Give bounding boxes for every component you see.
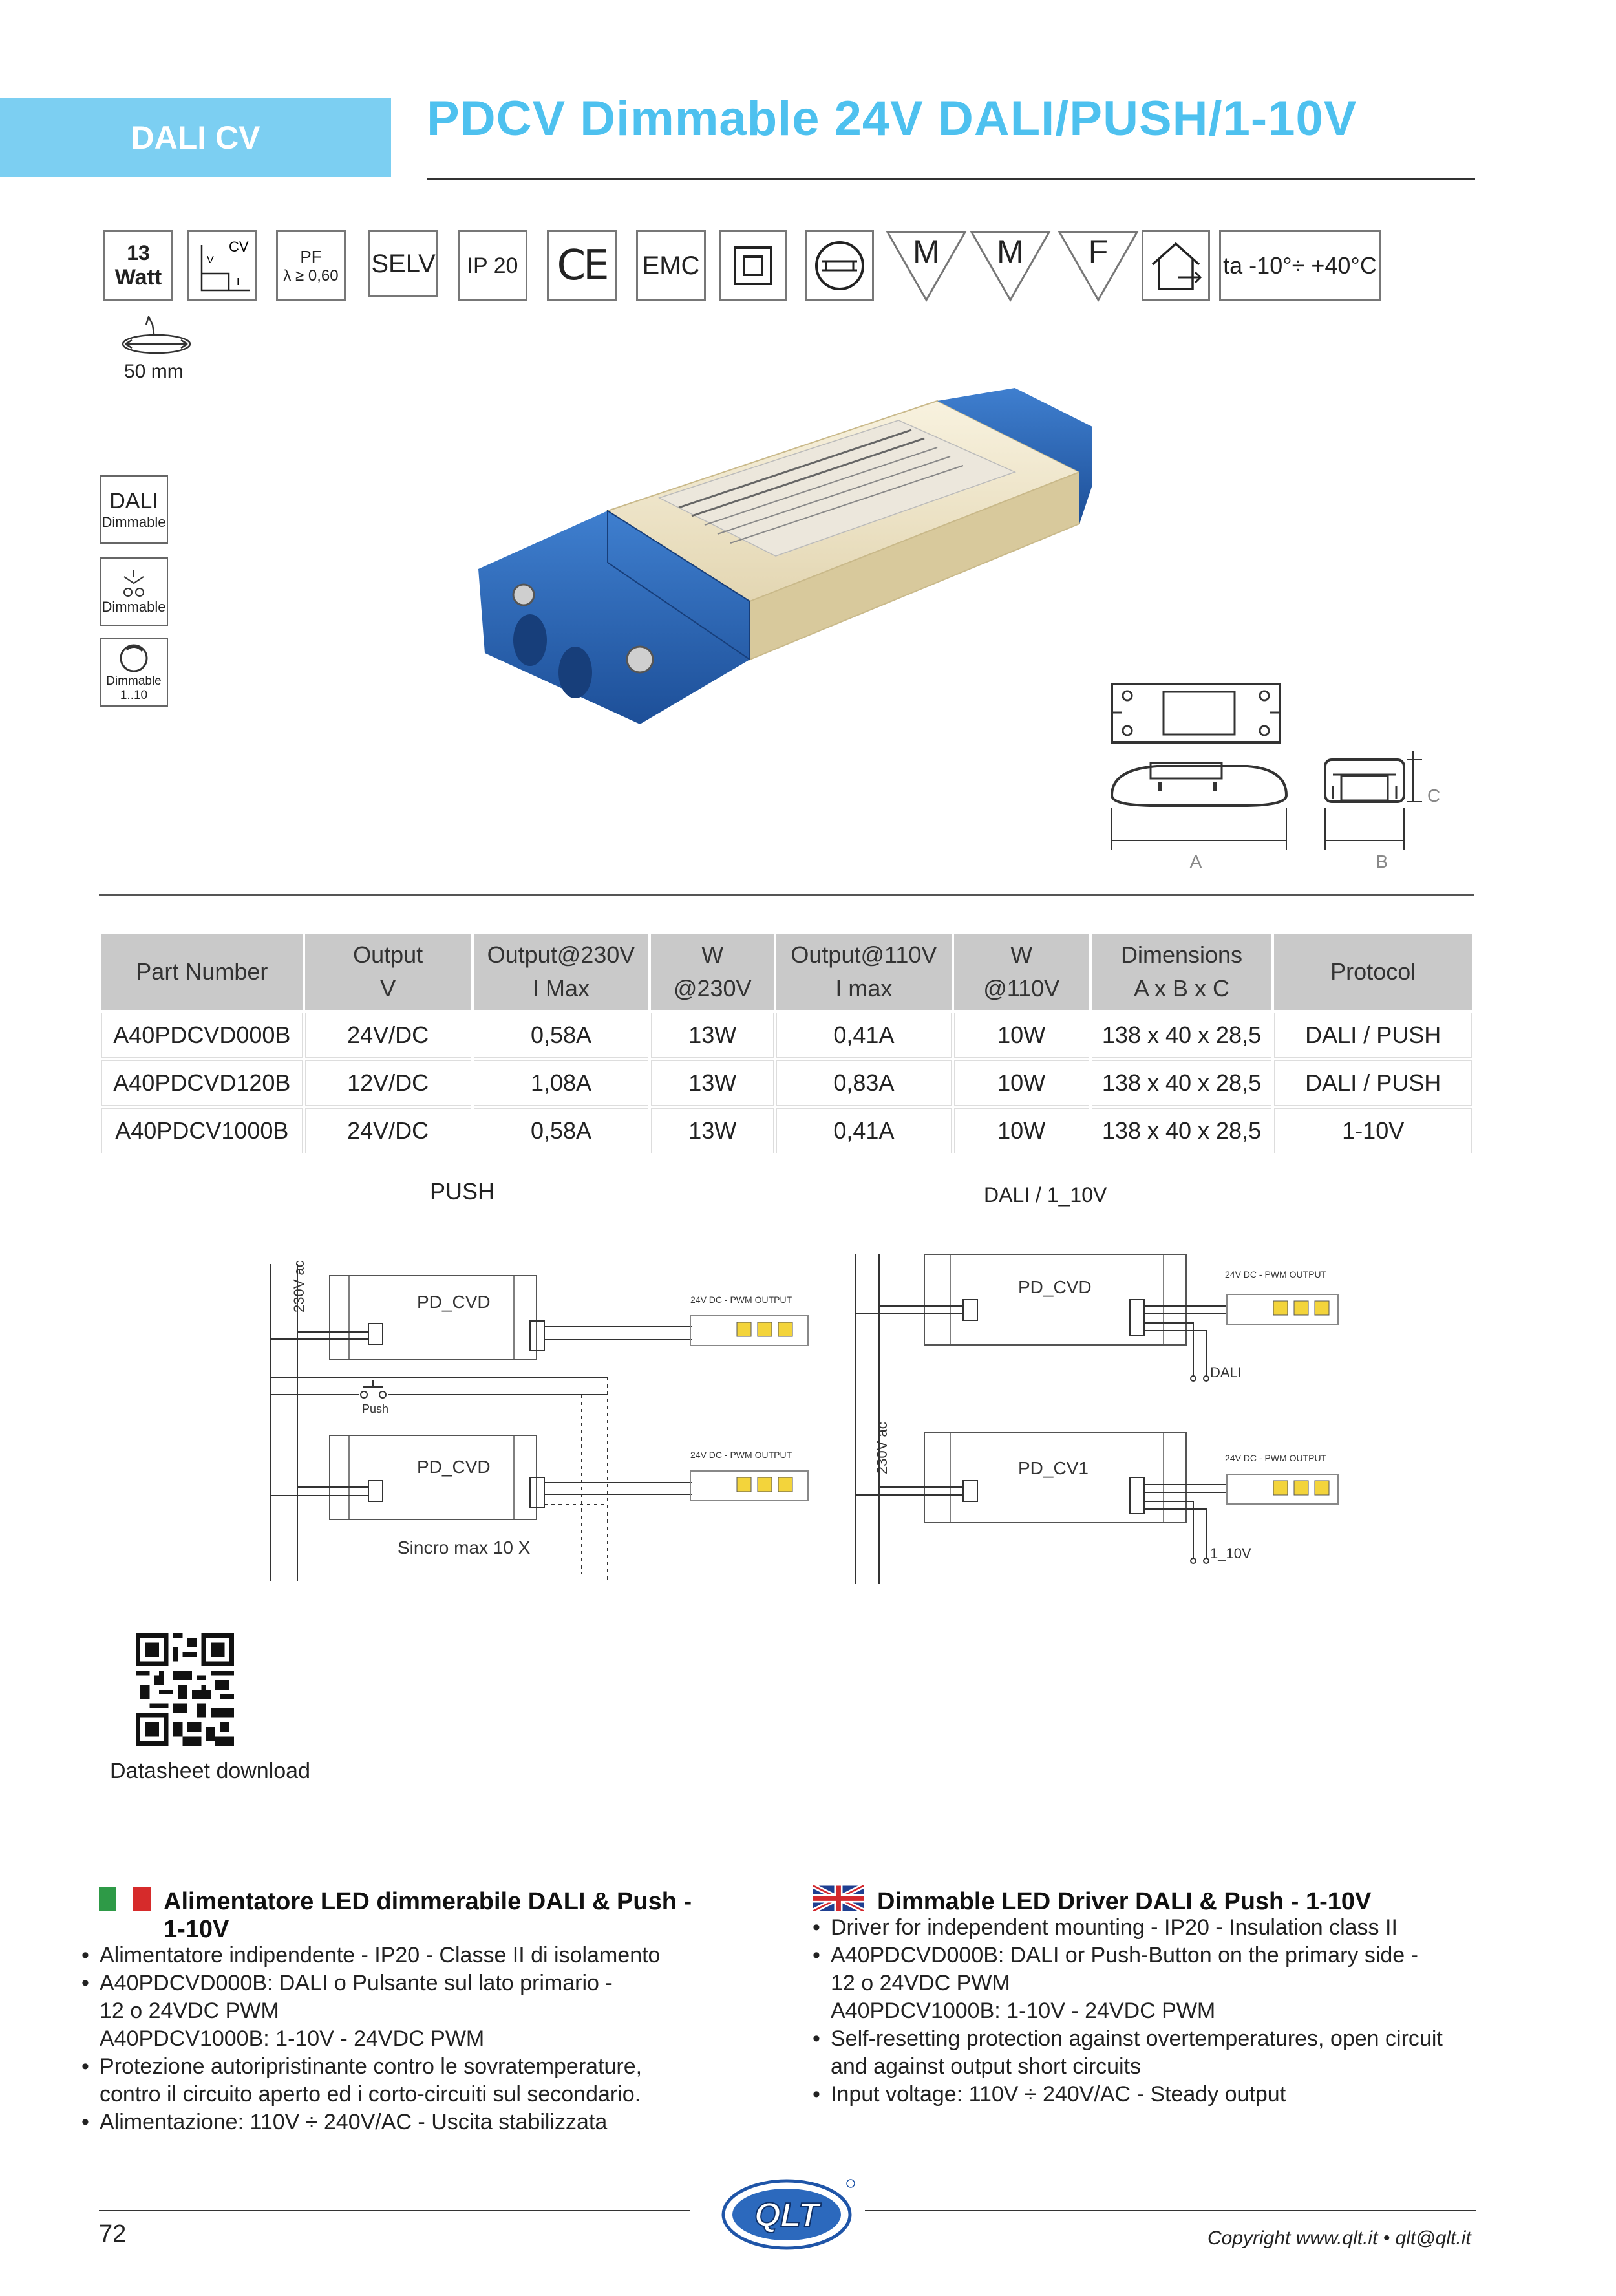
qr-caption: Datasheet download [110, 1759, 311, 1783]
cv-v: V [207, 255, 214, 266]
cell: 24V/DC [305, 1013, 471, 1058]
list-item: • A40PDCVD000B: DALI or Push-Button on the primary side - 12 o 24VDC PWM A40PDCV1000B: 1-10V - 24VDC PWM [811, 1942, 1490, 2025]
cell: 13W [651, 1108, 774, 1153]
logo-text: QLT [754, 2196, 820, 2234]
watt-icon [103, 230, 173, 301]
dim-c-label: C [1427, 786, 1441, 806]
cell-part: A40PDCV1000B [101, 1108, 303, 1153]
ta-label: ta -10°÷ +40°C [1223, 252, 1377, 279]
cell: DALI / PUSH [1274, 1060, 1472, 1106]
push-mains-label: 230V ac [291, 1260, 307, 1313]
hole-size-icon [116, 316, 200, 361]
dali-mains-label: 230V ac [874, 1422, 890, 1474]
list-item: • Protezione autoripristinante contro le sovratemperature, contro il circuito aperto ed i corto-circuiti sul secondario. [80, 2053, 759, 2108]
product-photo [446, 388, 1092, 737]
cell: 138 x 40 x 28,5 [1092, 1108, 1272, 1153]
th-output-v: Output V [305, 934, 471, 1010]
push-wiring-diagram [259, 1251, 827, 1587]
list-item: • A40PDCVD000B: DALI o Pulsante sul lato primario - 12 o 24VDC PWM A40PDCV1000B: 1-10V - 24VDC PWM [80, 1969, 759, 2053]
watt-value: 13 [127, 241, 150, 264]
v110-range-label: 1..10 [120, 689, 148, 702]
italian-title-line1: Alimentatore LED dimmerabile DALI & Push - [164, 1888, 692, 1915]
dali-diagram-title: DALI / 1_10V [984, 1183, 1107, 1207]
cell: 10W [954, 1060, 1089, 1106]
dali-output2-label: 24V DC - PWM OUTPUT [1225, 1453, 1327, 1463]
cell: 0,83A [776, 1060, 952, 1106]
dali-sub-label: Dimmable [101, 513, 166, 530]
pf-label: PF [300, 246, 322, 266]
table-row [101, 1108, 1472, 1153]
cell: 1,08A [474, 1060, 649, 1106]
list-item: • Alimentazione: 110V ÷ 240V/AC - Uscita stabilizzata [80, 2108, 759, 2136]
cell: DALI / PUSH [1274, 1013, 1472, 1058]
push-driver2-label: PD_CVD [417, 1457, 491, 1477]
push-dimmable-icon [100, 557, 168, 626]
table-row [101, 1013, 1472, 1058]
cell: 138 x 40 x 28,5 [1092, 1013, 1272, 1058]
m-mark-2: M [997, 233, 1024, 270]
cell: 0,58A [474, 1013, 649, 1058]
cell: 0,41A [776, 1013, 952, 1058]
th-w-110: W @110V [954, 934, 1089, 1010]
category-tag [0, 98, 391, 177]
cell: 0,41A [776, 1108, 952, 1153]
m-mark-1: M [913, 233, 940, 270]
1-10v-dimmable-icon [100, 638, 168, 707]
th-output-110: Output@110V I max [776, 934, 952, 1010]
selv-icon [368, 230, 438, 297]
indoor-use-icon [1142, 230, 1210, 301]
cell: 13W [651, 1060, 774, 1106]
copyright-text: Copyright www.qlt.it • qlt@qlt.it [1207, 2227, 1471, 2249]
dali-driver2-label: PD_CV1 [1018, 1458, 1089, 1478]
cell-part: A40PDCVD120B [101, 1060, 303, 1106]
th-w-230: W @230V [651, 934, 774, 1010]
cell: 10W [954, 1013, 1089, 1058]
spec-table [99, 931, 1474, 1156]
push-output1-label: 24V DC - PWM OUTPUT [690, 1294, 792, 1305]
footer-line-left [99, 2210, 690, 2211]
dali-output1-label: 24V DC - PWM OUTPUT [1225, 1269, 1327, 1280]
list-item: • Input voltage: 110V ÷ 240V/AC - Steady output [811, 2081, 1490, 2108]
cell: 12V/DC [305, 1060, 471, 1106]
uk-flag-icon [813, 1885, 864, 1911]
m-mark-icon [886, 230, 967, 303]
english-feature-list [811, 1914, 1490, 2108]
cell: 0,58A [474, 1108, 649, 1153]
ip-label: IP 20 [467, 253, 518, 278]
class-ii-icon [719, 230, 787, 301]
italian-flag-icon [99, 1887, 151, 1911]
list-item: • Alimentatore indipendente - IP20 - Classe II di isolamento [80, 1942, 759, 1969]
dim-a-label: A [1189, 852, 1202, 872]
cv-i: I [237, 277, 240, 288]
english-section-title: Dimmable LED Driver DALI & Push - 1-10V [877, 1888, 1372, 1915]
cv-label: CV [229, 239, 249, 255]
cell-part: A40PDCVD000B [101, 1013, 303, 1058]
sincro-label: Sincro max 10 X [398, 1538, 531, 1558]
cell: 10W [954, 1108, 1089, 1153]
dim-b-label: B [1376, 852, 1388, 872]
th-output-230: Output@230V I Max [474, 934, 649, 1010]
italian-title-line2: 1-10V [164, 1916, 229, 1943]
th-protocol: Protocol [1274, 934, 1472, 1010]
dali-label: DALI [109, 488, 158, 513]
push-sub-label: Dimmable [101, 599, 166, 615]
v110-terminal-label: 1_10V [1210, 1545, 1251, 1561]
push-diagram-title: PUSH [430, 1178, 495, 1205]
list-item: • Driver for independent mounting - IP20 - Insulation class II [811, 1914, 1490, 1942]
watt-unit: Watt [114, 265, 162, 290]
push-output2-label: 24V DC - PWM OUTPUT [690, 1450, 792, 1460]
selv-label: SELV [371, 249, 436, 278]
power-factor-icon [276, 230, 346, 301]
pf-value: λ ≥ 0,60 [283, 266, 339, 284]
list-item: • Self-resetting protection against overtemperatures, open circuit and against output short circuits [811, 2025, 1490, 2081]
hole-size-label: 50 mm [124, 361, 184, 382]
cell: 1-10V [1274, 1108, 1472, 1153]
th-dimensions: Dimensions A x B x C [1092, 934, 1272, 1010]
ip-rating-icon [458, 230, 527, 301]
category-label: DALI CV [131, 120, 260, 156]
qlt-logo[interactable] [719, 2176, 857, 2253]
push-button-label: Push [362, 1402, 389, 1415]
footer-line-right [865, 2210, 1476, 2211]
f-mark-icon [1058, 230, 1139, 303]
dali-dimmable-icon [100, 475, 168, 544]
v110-sub-label: Dimmable [106, 674, 162, 688]
qr-code[interactable] [136, 1633, 234, 1746]
ce-icon [547, 230, 617, 301]
push-driver1-label: PD_CVD [417, 1292, 491, 1312]
italian-section-title [164, 1888, 745, 1944]
cell: 138 x 40 x 28,5 [1092, 1060, 1272, 1106]
cell: 24V/DC [305, 1108, 471, 1153]
cell: 13W [651, 1013, 774, 1058]
table-header-row [101, 934, 1472, 1010]
th-part-number: Part Number [101, 934, 303, 1010]
dali-terminal-label: DALI [1210, 1364, 1242, 1380]
page-title: PDCV Dimmable 24V DALI/PUSH/1-10V [427, 91, 1357, 146]
header-divider [427, 178, 1475, 180]
ce-label: CE [557, 242, 607, 290]
dali-driver1-label: PD_CVD [1018, 1277, 1092, 1297]
table-row [101, 1060, 1472, 1106]
mm-mark-icon [970, 230, 1051, 303]
dimension-drawing [1099, 679, 1474, 873]
thermal-protection-icon [805, 230, 874, 301]
dali-wiring-diagram [847, 1241, 1429, 1591]
constant-voltage-icon [187, 230, 257, 301]
italian-feature-list [80, 1942, 759, 2136]
section-divider [99, 894, 1474, 896]
emc-icon [636, 230, 706, 301]
page-number: 72 [99, 2220, 127, 2248]
emc-label: EMC [642, 251, 700, 280]
f-mark: F [1088, 233, 1109, 270]
ambient-temperature-icon [1219, 230, 1381, 301]
